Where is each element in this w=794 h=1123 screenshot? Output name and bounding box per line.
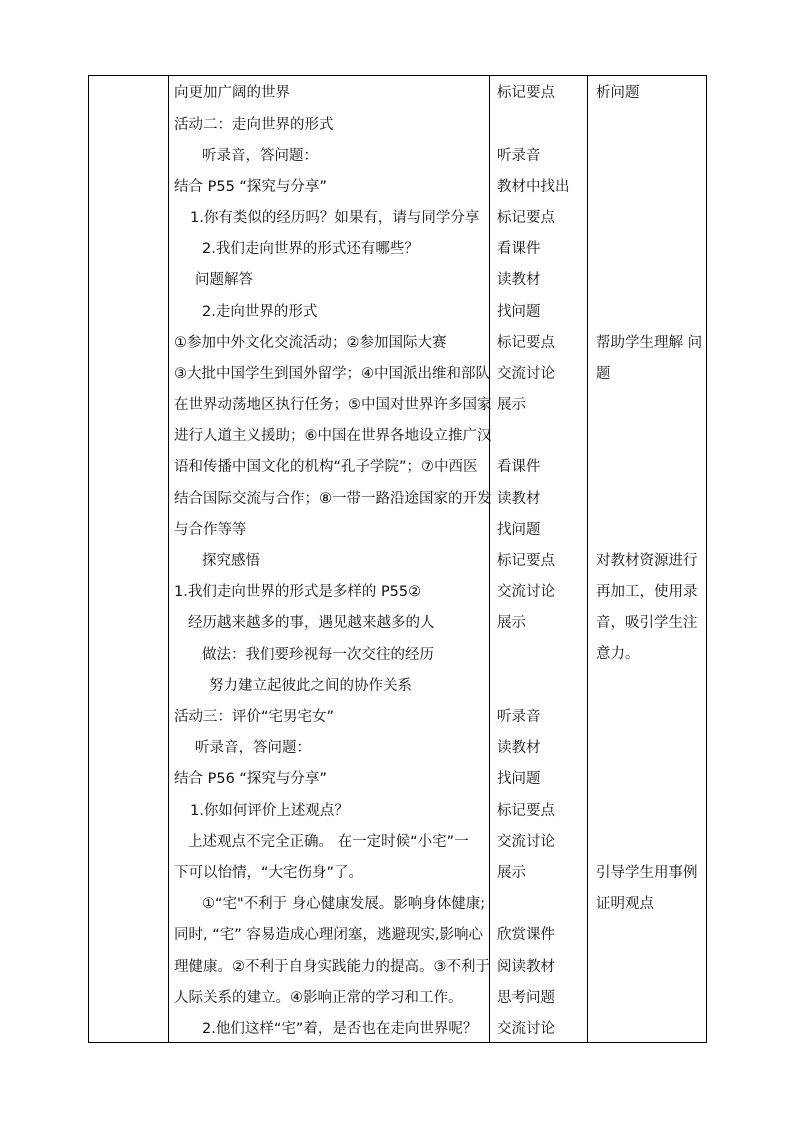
- content-line: 在世界动荡地区执行任务；⑤中国对世界许多国家: [174, 397, 492, 413]
- activity-line: 读教材: [497, 491, 541, 507]
- activity-line: 交流讨论: [497, 366, 555, 382]
- column-divider: [489, 76, 490, 1042]
- column-divider: [587, 76, 588, 1042]
- activity-line: 读教材: [497, 740, 541, 756]
- activity-line: 标记要点: [497, 210, 555, 226]
- content-line: 听录音，答问题：: [195, 740, 311, 756]
- content-line: 向更加广阔的世界: [174, 85, 290, 101]
- content-line: 结合 P56 “探究与分享”: [174, 771, 327, 787]
- content-line: 进行人道主义援助；⑥中国在世界各地设立推广汉: [174, 428, 492, 444]
- activity-line: 标记要点: [497, 553, 555, 569]
- activity-line: 听录音: [497, 709, 541, 725]
- intent-cell: 对教材资源进行再加工，使用录音，吸引学生注意力。: [596, 553, 698, 662]
- content-line: 理健康。②不利于自身实践能力的提高。③不利于: [174, 959, 490, 975]
- content-line: 上述观点不完全正确。 在一定时候“小宅”一: [188, 834, 469, 850]
- activity-line: 教材中找出: [497, 179, 570, 195]
- content-line: 1.我们走向世界的形式是多样的 P55②: [174, 584, 422, 600]
- activity-line: 标记要点: [497, 803, 555, 819]
- content-line: ①“宅"不利于 身心健康发展。影响身体健康;: [202, 896, 486, 912]
- activity-line: 展示: [497, 615, 526, 631]
- content-line: 语和传播中国文化的机构“孔子学院”；⑦中西医: [174, 459, 478, 475]
- activity-line: 读教材: [497, 272, 541, 288]
- content-line: 活动二：走向世界的形式: [174, 117, 334, 133]
- content-line: ①参加中外文化交流活动；②参加国际大赛: [174, 335, 447, 351]
- content-line: 经历越来越多的事，遇见越来越多的人: [188, 615, 435, 631]
- content-line: 人际关系的建立。④影响正常的学习和工作。: [174, 990, 463, 1006]
- content-line: 活动三：评价“宅男宅女”: [174, 709, 335, 725]
- activity-line: 交流讨论: [497, 584, 555, 600]
- activity-line: 欣赏课件: [497, 927, 555, 943]
- column-divider: [168, 76, 169, 1042]
- content-line: 听录音，答问题：: [202, 148, 318, 164]
- activity-line: 展示: [497, 865, 526, 881]
- activity-line: 思考问题: [497, 990, 555, 1006]
- activity-line: 标记要点: [497, 85, 555, 101]
- lesson-plan-table: [88, 75, 707, 1043]
- content-line: 1.你如何评价上述观点？: [190, 803, 349, 819]
- content-line: 1.你有类似的经历吗？如果有，请与同学分享: [190, 210, 480, 226]
- activity-line: 找问题: [497, 304, 541, 320]
- activity-line: 阅读教材: [497, 959, 555, 975]
- content-line: 2.他们这样“宅”着，是否也在走向世界呢？: [202, 1021, 478, 1037]
- activity-line: 找问题: [497, 522, 541, 538]
- content-line: 结合 P55 “探究与分享”: [174, 179, 327, 195]
- content-line: ③大批中国学生到国外留学；④中国派出维和部队: [174, 366, 490, 382]
- activity-line: 展示: [497, 397, 526, 413]
- activity-line: 找问题: [497, 771, 541, 787]
- content-line: 做法：我们要珍视每一次交往的经历: [202, 647, 434, 663]
- content-line: 探究感悟: [202, 553, 260, 569]
- content-line: 下可以怡情，“大宅伤身”了。: [174, 865, 364, 881]
- content-line: 与合作等等: [174, 522, 247, 538]
- content-line: 同时, “宅” 容易造成心理闭塞，逃避现实,影响心: [174, 927, 483, 943]
- activity-line: 交流讨论: [497, 1021, 555, 1037]
- content-line: 努力建立起彼此之间的协作关系: [209, 678, 412, 694]
- content-line: 2.我们走向世界的形式还有哪些？: [202, 241, 419, 257]
- activity-line: 看课件: [497, 241, 541, 257]
- content-line: 2.走向世界的形式: [202, 304, 318, 320]
- intent-cell: 析问题: [596, 85, 640, 101]
- intent-cell: 帮助学生理解 问题: [596, 335, 703, 382]
- activity-line: 交流讨论: [497, 834, 555, 850]
- content-line: 结合国际交流与合作；⑧一带一路沿途国家的开发: [174, 491, 492, 507]
- content-line: 问题解答: [195, 272, 253, 288]
- activity-line: 看课件: [497, 459, 541, 475]
- activity-line: 听录音: [497, 148, 541, 164]
- activity-line: 标记要点: [497, 335, 555, 351]
- intent-cell: 引导学生用事例证明观点: [596, 865, 698, 912]
